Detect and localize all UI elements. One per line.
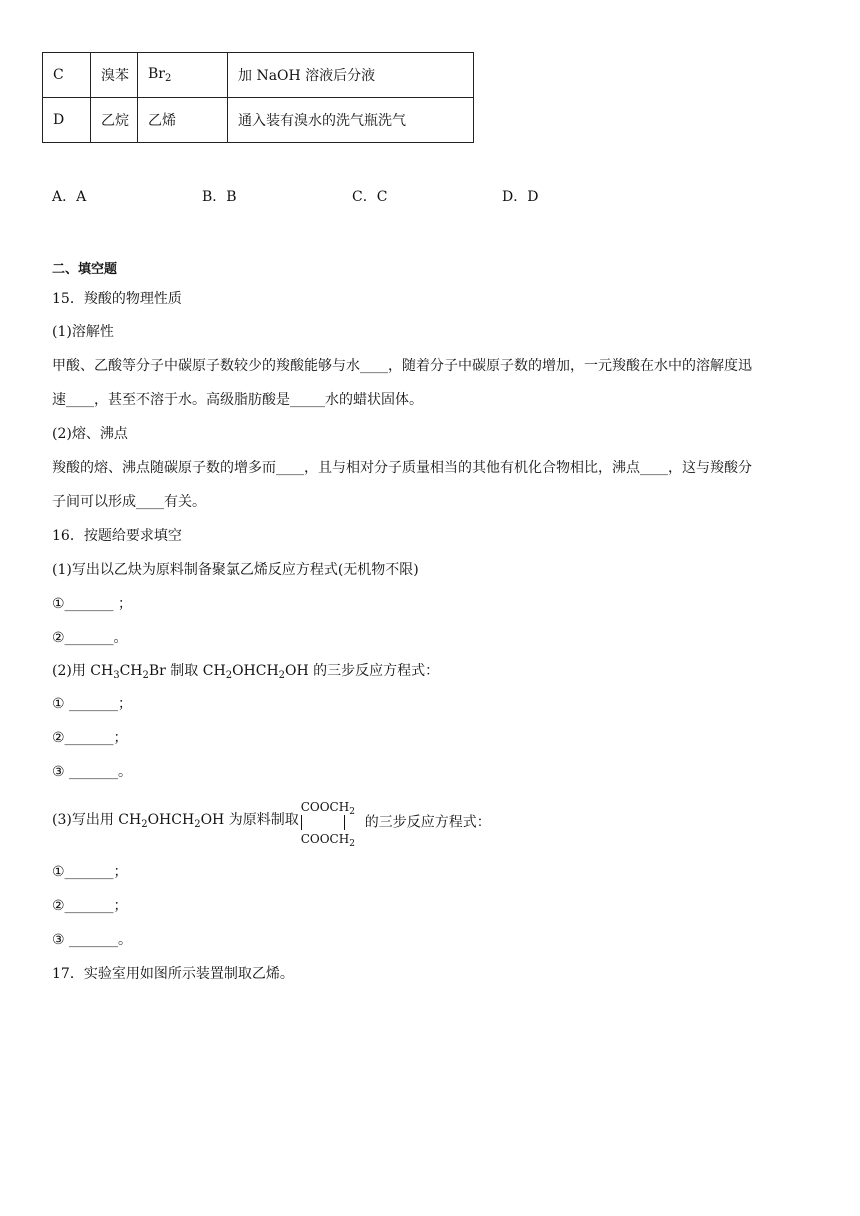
q16-part3-blank-1: ①_______；: [52, 864, 128, 880]
q16-part2-blank-2: ②_______；: [52, 730, 128, 746]
q16-part1-title: (1)写出以乙炔为原料制备聚氯乙烯反应方程式(无机物不限): [52, 562, 419, 578]
q15-part2-line1: 羧酸的熔、沸点随碳原子数的增多而____，且与相对分子质量相当的其他有机化合物相比，沸点____，这与羧酸分: [52, 460, 752, 476]
choice-a[interactable]: A．A: [52, 189, 87, 205]
impurity-text: Br: [148, 66, 165, 82]
method-cell: 通入装有溴水的洗气瓶洗气: [228, 98, 474, 143]
impurity-subscript: 2: [164, 73, 172, 84]
structure-top-row: $COOCH_2$: [300, 799, 355, 817]
q17-title: 17．实验室用如图所示装置制取乙烯。: [52, 966, 294, 982]
q15-part2-title: (2)熔、沸点: [52, 426, 128, 442]
q16-part1-blank-2: ②_______。: [52, 630, 128, 646]
answer-choices: [52, 186, 652, 206]
q16-part3-title: (3)写出用 $CH_2OHCH_2OH$ 为原料制取 $COOCH_2$ $COOCH_2$ 的三步反应方程式：: [52, 799, 491, 849]
q15-part1-line2: 速____，甚至不溶于水。高级脂肪酸是_____水的蜡状固体。: [52, 392, 423, 408]
structure-bottom-row: $COOCH_2$: [300, 831, 355, 849]
option-cell: D: [43, 98, 91, 143]
q16-part2-title: (2)用 $CH_3CH_2Br$ 制取 $CH_2OHCH_2OH$ 的三步反应方程式：: [52, 663, 440, 681]
method-cell: 加 NaOH 溶液后分液: [228, 53, 474, 98]
q16-part3-blank-2: ②_______；: [52, 898, 128, 914]
q15-part2-line2: 子间可以形成____有关。: [52, 494, 206, 510]
q15-part1-line1: 甲酸、乙酸等分子中碳原子数较少的羧酸能够与水____，随着分子中碳原子数的增加，一元羧酸在水中的溶解度迅: [52, 358, 752, 374]
q16-part2-blank-3: ③ _______。: [52, 764, 133, 780]
bond-line: [301, 815, 302, 830]
oxalate-ring-structure: [299, 799, 365, 849]
choice-d[interactable]: D．D: [502, 189, 539, 205]
q16-part1-blank-1: ①_______ ；: [52, 596, 133, 612]
q16-part3-suffix: 的三步反应方程式：: [364, 814, 491, 831]
q16-part2-blank-1: ① _______；: [52, 696, 133, 712]
choice-b[interactable]: B．B: [202, 189, 237, 205]
table-row: [43, 98, 474, 143]
bond-line: [344, 815, 345, 830]
section-title: 二、填空题: [52, 262, 118, 277]
q15-part1-title: (1)溶解性: [52, 324, 114, 340]
q16-part3-blank-3: ③ _______。: [52, 932, 133, 948]
option-cell: C: [43, 53, 91, 98]
impurity-cell: [138, 53, 228, 98]
table-row: [43, 53, 474, 98]
substance-cell: 乙烷: [91, 98, 138, 143]
impurity-cell: [138, 98, 228, 143]
choice-c[interactable]: C．C: [352, 189, 388, 205]
substance-cell: 溴苯: [91, 53, 138, 98]
q16-title: 16．按题给要求填空: [52, 528, 182, 544]
options-table: [42, 52, 474, 143]
impurity-text: 乙烯: [148, 112, 176, 129]
q15-title: 15．羧酸的物理性质: [52, 291, 182, 307]
